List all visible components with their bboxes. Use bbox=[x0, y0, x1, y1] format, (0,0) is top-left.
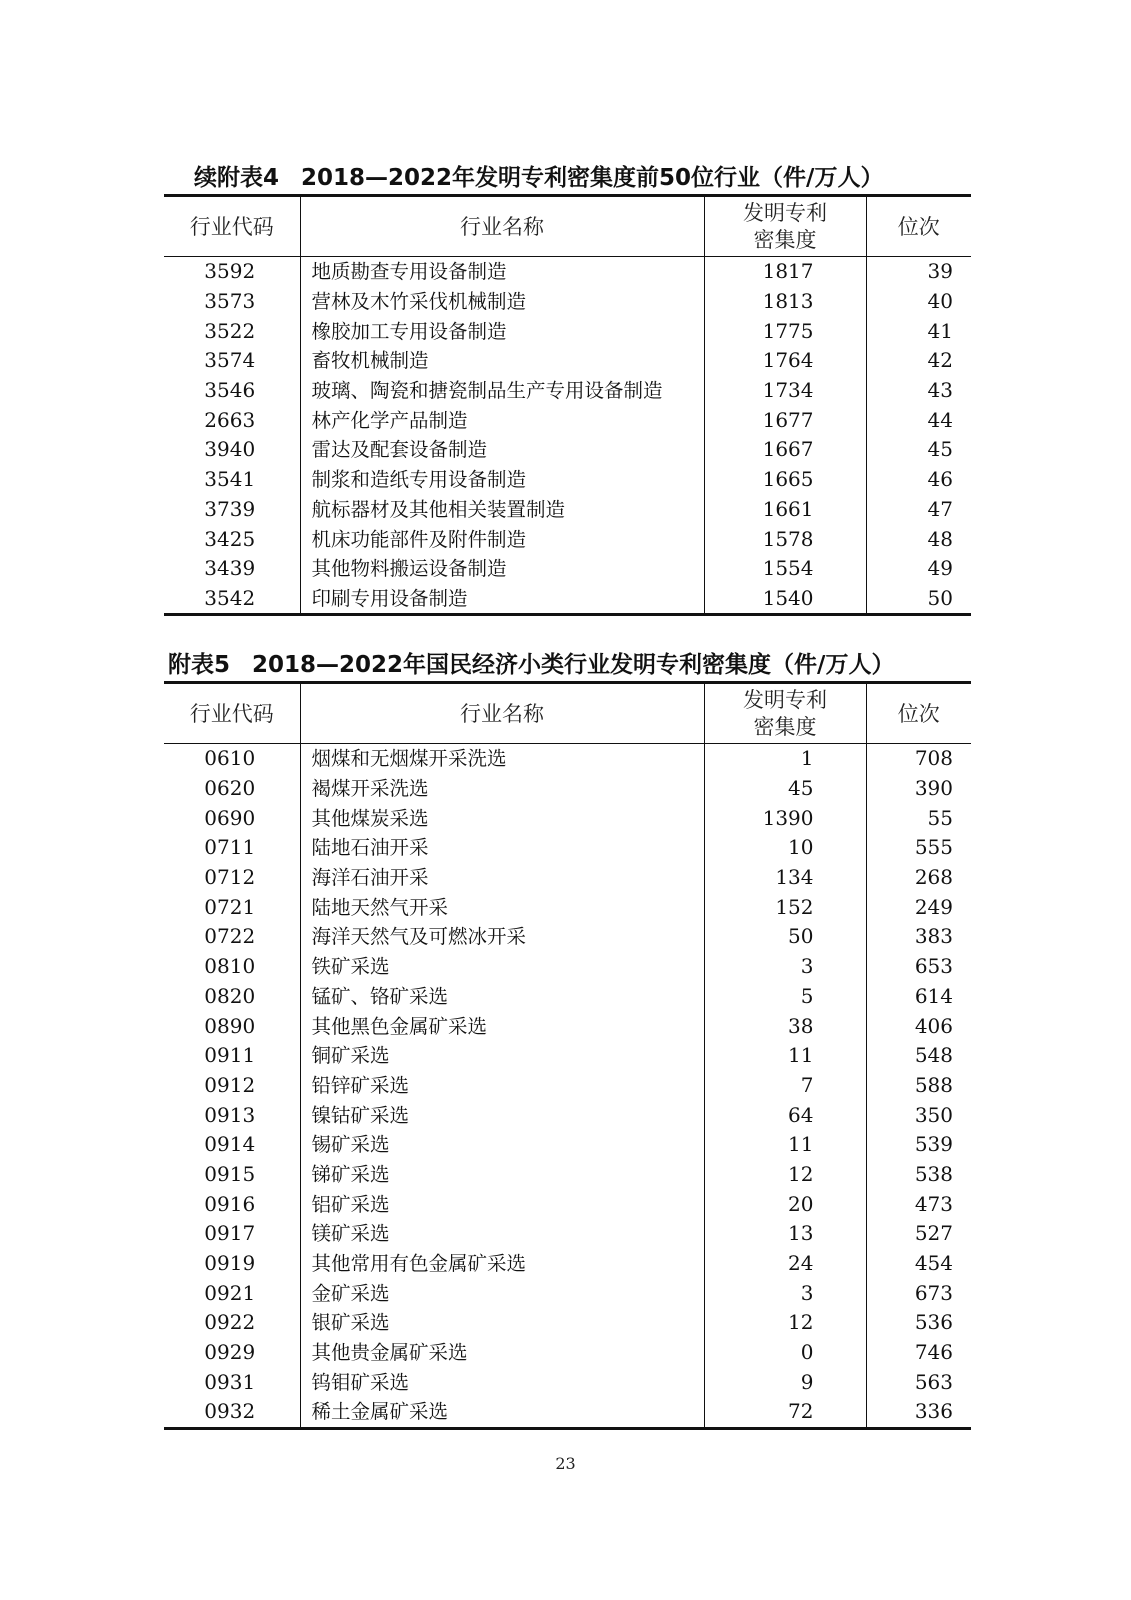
table-row bbox=[164, 1130, 971, 1160]
data-table bbox=[164, 194, 971, 616]
rank-cell: 43 bbox=[866, 376, 971, 406]
industry-name-cell: 海洋天然气及可燃冰开采 bbox=[300, 922, 704, 952]
rank-cell: 45 bbox=[866, 435, 971, 465]
patent-density-cell: 50 bbox=[704, 922, 866, 952]
industry-name-cell: 稀土金属矿采选 bbox=[300, 1397, 704, 1428]
patent-density-cell: 3 bbox=[704, 952, 866, 982]
table-row bbox=[164, 952, 971, 982]
table-row bbox=[164, 316, 971, 346]
industry-name-cell: 雷达及配套设备制造 bbox=[300, 435, 704, 465]
patent-density-cell: 7 bbox=[704, 1071, 866, 1101]
industry-name-cell: 其他煤炭采选 bbox=[300, 803, 704, 833]
industry-code-cell: 3542 bbox=[204, 585, 256, 610]
industry-code-cell: 0712 bbox=[204, 865, 256, 890]
rank-cell: 40 bbox=[866, 287, 971, 317]
industry-name-cell: 玻璃、陶瓷和搪瓷制品生产专用设备制造 bbox=[300, 376, 704, 406]
patent-density-cell: 1667 bbox=[704, 435, 866, 465]
table-row bbox=[164, 982, 971, 1012]
rank-cell: 390 bbox=[866, 774, 971, 804]
industry-code-cell: 3940 bbox=[204, 437, 256, 462]
rank-cell: 39 bbox=[866, 257, 971, 287]
rank-cell: 406 bbox=[866, 1011, 971, 1041]
table-row bbox=[164, 922, 971, 952]
table-row bbox=[164, 495, 971, 525]
patent-density-cell: 152 bbox=[704, 892, 866, 922]
rank-cell: 383 bbox=[866, 922, 971, 952]
industry-code-cell: 0919 bbox=[204, 1251, 256, 1276]
caption-title: 2018—2022年国民经济小类行业发明专利密集度（件/万人） bbox=[252, 652, 895, 678]
data-table bbox=[164, 681, 971, 1430]
rank-cell: 42 bbox=[866, 346, 971, 376]
industry-code-cell: 2663 bbox=[204, 407, 256, 432]
table-row bbox=[164, 833, 971, 863]
patent-density-cell: 20 bbox=[704, 1189, 866, 1219]
header-rank: 位次 bbox=[866, 196, 971, 257]
appendix-table-4-continued bbox=[164, 162, 971, 616]
caption-label: 续附表4 bbox=[194, 165, 280, 191]
table-row bbox=[164, 892, 971, 922]
table-row bbox=[164, 1160, 971, 1190]
industry-code-cell: 3592 bbox=[204, 259, 256, 284]
industry-code-cell: 0915 bbox=[204, 1161, 256, 1186]
table-row bbox=[164, 1338, 971, 1368]
rank-cell: 538 bbox=[866, 1160, 971, 1190]
table-row bbox=[164, 1278, 971, 1308]
industry-code-cell: 3739 bbox=[204, 496, 256, 521]
patent-density-cell: 12 bbox=[704, 1308, 866, 1338]
industry-name-cell: 机床功能部件及附件制造 bbox=[300, 524, 704, 554]
table-row bbox=[164, 1367, 971, 1397]
rank-cell: 563 bbox=[866, 1367, 971, 1397]
industry-code-cell: 0922 bbox=[204, 1310, 256, 1335]
industry-code-cell: 0610 bbox=[204, 746, 256, 771]
patent-density-cell: 9 bbox=[704, 1367, 866, 1397]
patent-density-cell: 38 bbox=[704, 1011, 866, 1041]
industry-name-cell: 铁矿采选 bbox=[300, 952, 704, 982]
industry-code-cell: 0911 bbox=[204, 1043, 256, 1068]
rank-cell: 454 bbox=[866, 1249, 971, 1279]
header-row bbox=[164, 196, 971, 257]
industry-name-cell: 铝矿采选 bbox=[300, 1189, 704, 1219]
industry-code-cell: 0931 bbox=[204, 1369, 256, 1394]
table-row bbox=[164, 1100, 971, 1130]
rank-cell: 44 bbox=[866, 405, 971, 435]
rank-cell: 614 bbox=[866, 982, 971, 1012]
industry-code-cell: 3522 bbox=[204, 318, 256, 343]
industry-code-cell: 3439 bbox=[204, 556, 256, 581]
industry-name-cell: 林产化学产品制造 bbox=[300, 405, 704, 435]
industry-name-cell: 镁矿采选 bbox=[300, 1219, 704, 1249]
table-row bbox=[164, 1397, 971, 1428]
patent-density-cell: 12 bbox=[704, 1160, 866, 1190]
table-row bbox=[164, 435, 971, 465]
industry-name-cell: 锑矿采选 bbox=[300, 1160, 704, 1190]
industry-name-cell: 金矿采选 bbox=[300, 1278, 704, 1308]
patent-density-cell: 24 bbox=[704, 1249, 866, 1279]
table-row bbox=[164, 405, 971, 435]
industry-code-cell: 0890 bbox=[204, 1013, 256, 1038]
rank-cell: 548 bbox=[866, 1041, 971, 1071]
table-caption bbox=[164, 649, 971, 681]
header-density-line2: 密集度 bbox=[753, 227, 817, 252]
industry-name-cell: 橡胶加工专用设备制造 bbox=[300, 316, 704, 346]
industry-code-cell: 3425 bbox=[204, 526, 256, 551]
caption-title: 2018—2022年发明专利密集度前50位行业（件/万人） bbox=[301, 165, 884, 191]
header-row bbox=[164, 683, 971, 744]
industry-code-cell: 0929 bbox=[204, 1340, 256, 1365]
header-patent-density bbox=[704, 683, 866, 744]
industry-name-cell: 营林及木竹采伐机械制造 bbox=[300, 287, 704, 317]
patent-density-cell: 11 bbox=[704, 1130, 866, 1160]
patent-density-cell: 13 bbox=[704, 1219, 866, 1249]
rank-cell: 49 bbox=[866, 554, 971, 584]
header-industry-code: 行业代码 bbox=[164, 683, 300, 744]
patent-density-cell: 134 bbox=[704, 863, 866, 893]
table-row bbox=[164, 1011, 971, 1041]
industry-code-cell: 0921 bbox=[204, 1280, 256, 1305]
patent-density-cell: 1540 bbox=[704, 584, 866, 615]
caption-label: 附表5 bbox=[168, 652, 231, 678]
industry-code-cell: 0913 bbox=[204, 1102, 256, 1127]
industry-name-cell: 铅锌矿采选 bbox=[300, 1071, 704, 1101]
industry-name-cell: 畜牧机械制造 bbox=[300, 346, 704, 376]
rank-cell: 48 bbox=[866, 524, 971, 554]
patent-density-cell: 1817 bbox=[704, 257, 866, 287]
table-row bbox=[164, 376, 971, 406]
table-row bbox=[164, 1249, 971, 1279]
table-row bbox=[164, 744, 971, 774]
rank-cell: 350 bbox=[866, 1100, 971, 1130]
rank-cell: 55 bbox=[866, 803, 971, 833]
patent-density-cell: 1813 bbox=[704, 287, 866, 317]
rank-cell: 536 bbox=[866, 1308, 971, 1338]
patent-density-cell: 64 bbox=[704, 1100, 866, 1130]
industry-code-cell: 3573 bbox=[204, 289, 256, 314]
page-number: 23 bbox=[555, 1454, 576, 1473]
industry-name-cell: 地质勘查专用设备制造 bbox=[300, 257, 704, 287]
industry-code-cell: 0810 bbox=[204, 954, 256, 979]
table-row bbox=[164, 554, 971, 584]
header-rank: 位次 bbox=[866, 683, 971, 744]
industry-code-cell: 0721 bbox=[204, 894, 256, 919]
industry-name-cell: 其他贵金属矿采选 bbox=[300, 1338, 704, 1368]
patent-density-cell: 1665 bbox=[704, 465, 866, 495]
header-density-line2: 密集度 bbox=[753, 714, 817, 739]
industry-name-cell: 其他物料搬运设备制造 bbox=[300, 554, 704, 584]
industry-name-cell: 航标器材及其他相关装置制造 bbox=[300, 495, 704, 525]
industry-name-cell: 烟煤和无烟煤开采洗选 bbox=[300, 744, 704, 774]
industry-code-cell: 0912 bbox=[204, 1072, 256, 1097]
patent-density-cell: 1677 bbox=[704, 405, 866, 435]
industry-name-cell: 锡矿采选 bbox=[300, 1130, 704, 1160]
table-row bbox=[164, 774, 971, 804]
industry-code-cell: 3541 bbox=[204, 467, 256, 492]
header-industry-code: 行业代码 bbox=[164, 196, 300, 257]
industry-name-cell: 制浆和造纸专用设备制造 bbox=[300, 465, 704, 495]
patent-density-cell: 1390 bbox=[704, 803, 866, 833]
rank-cell: 653 bbox=[866, 952, 971, 982]
rank-cell: 336 bbox=[866, 1397, 971, 1428]
rank-cell: 473 bbox=[866, 1189, 971, 1219]
patent-density-cell: 0 bbox=[704, 1338, 866, 1368]
patent-density-cell: 5 bbox=[704, 982, 866, 1012]
industry-name-cell: 银矿采选 bbox=[300, 1308, 704, 1338]
industry-name-cell: 印刷专用设备制造 bbox=[300, 584, 704, 615]
industry-code-cell: 0917 bbox=[204, 1221, 256, 1246]
table-body bbox=[164, 257, 971, 615]
table-row bbox=[164, 257, 971, 287]
industry-code-cell: 0916 bbox=[204, 1191, 256, 1216]
rank-cell: 527 bbox=[866, 1219, 971, 1249]
industry-name-cell: 锰矿、铬矿采选 bbox=[300, 982, 704, 1012]
header-density-line1: 发明专利 bbox=[743, 687, 827, 712]
patent-density-cell: 1764 bbox=[704, 346, 866, 376]
table-body bbox=[164, 744, 971, 1429]
industry-name-cell: 镍钴矿采选 bbox=[300, 1100, 704, 1130]
industry-name-cell: 海洋石油开采 bbox=[300, 863, 704, 893]
rank-cell: 41 bbox=[866, 316, 971, 346]
header-patent-density bbox=[704, 196, 866, 257]
patent-density-cell: 1 bbox=[704, 744, 866, 774]
patent-density-cell: 1554 bbox=[704, 554, 866, 584]
appendix-table-5 bbox=[164, 649, 971, 1430]
table-row bbox=[164, 803, 971, 833]
table-row bbox=[164, 465, 971, 495]
rank-cell: 47 bbox=[866, 495, 971, 525]
industry-name-cell: 陆地石油开采 bbox=[300, 833, 704, 863]
industry-name-cell: 陆地天然气开采 bbox=[300, 892, 704, 922]
industry-name-cell: 其他常用有色金属矿采选 bbox=[300, 1249, 704, 1279]
table-row bbox=[164, 1219, 971, 1249]
table-row bbox=[164, 1189, 971, 1219]
table-row bbox=[164, 863, 971, 893]
table-row bbox=[164, 1041, 971, 1071]
industry-name-cell: 钨钼矿采选 bbox=[300, 1367, 704, 1397]
rank-cell: 708 bbox=[866, 744, 971, 774]
rank-cell: 746 bbox=[866, 1338, 971, 1368]
patent-density-cell: 10 bbox=[704, 833, 866, 863]
patent-density-cell: 1661 bbox=[704, 495, 866, 525]
table-row bbox=[164, 287, 971, 317]
patent-density-cell: 1775 bbox=[704, 316, 866, 346]
header-density-line1: 发明专利 bbox=[743, 200, 827, 225]
rank-cell: 249 bbox=[866, 892, 971, 922]
industry-code-cell: 0914 bbox=[204, 1132, 256, 1157]
patent-density-cell: 1734 bbox=[704, 376, 866, 406]
table-row bbox=[164, 1308, 971, 1338]
industry-code-cell: 0620 bbox=[204, 776, 256, 801]
patent-density-cell: 1578 bbox=[704, 524, 866, 554]
header-industry-name: 行业名称 bbox=[300, 196, 704, 257]
rank-cell: 539 bbox=[866, 1130, 971, 1160]
industry-code-cell: 0932 bbox=[204, 1399, 256, 1424]
header-industry-name: 行业名称 bbox=[300, 683, 704, 744]
table-row bbox=[164, 1071, 971, 1101]
industry-name-cell: 褐煤开采洗选 bbox=[300, 774, 704, 804]
rank-cell: 50 bbox=[866, 584, 971, 615]
industry-code-cell: 3574 bbox=[204, 348, 256, 373]
table-row bbox=[164, 524, 971, 554]
table-row bbox=[164, 346, 971, 376]
industry-name-cell: 其他黑色金属矿采选 bbox=[300, 1011, 704, 1041]
industry-code-cell: 0722 bbox=[204, 924, 256, 949]
industry-code-cell: 0711 bbox=[204, 835, 256, 860]
rank-cell: 555 bbox=[866, 833, 971, 863]
table-row bbox=[164, 584, 971, 615]
patent-density-cell: 45 bbox=[704, 774, 866, 804]
industry-code-cell: 3546 bbox=[204, 378, 256, 403]
industry-name-cell: 铜矿采选 bbox=[300, 1041, 704, 1071]
patent-density-cell: 3 bbox=[704, 1278, 866, 1308]
industry-code-cell: 0820 bbox=[204, 983, 256, 1008]
patent-density-cell: 72 bbox=[704, 1397, 866, 1428]
rank-cell: 268 bbox=[866, 863, 971, 893]
rank-cell: 46 bbox=[866, 465, 971, 495]
industry-code-cell: 0690 bbox=[204, 805, 256, 830]
patent-density-cell: 11 bbox=[704, 1041, 866, 1071]
rank-cell: 588 bbox=[866, 1071, 971, 1101]
rank-cell: 673 bbox=[866, 1278, 971, 1308]
table-caption bbox=[164, 162, 971, 194]
